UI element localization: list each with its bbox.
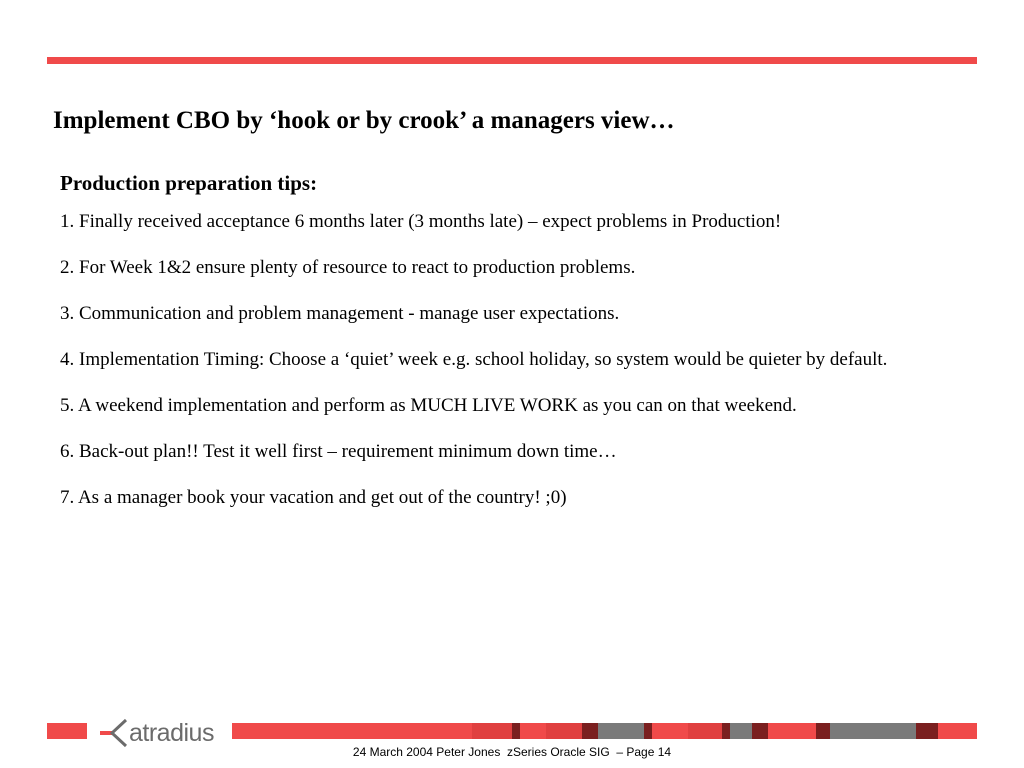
footer-bar-segment — [730, 723, 752, 739]
footer-bar-left — [47, 723, 87, 739]
footer-bar-segment — [816, 723, 830, 739]
tip-item-7: 7. As a manager book your vacation and get out of the country! ;0) — [60, 487, 567, 508]
footer-bar-segment — [644, 723, 652, 739]
footer-bar-segment — [916, 723, 938, 739]
section-subtitle: Production preparation tips: — [60, 171, 318, 195]
slide-content — [60, 169, 960, 532]
slide-title: Implement CBO by ‘hook or by crook’ a managers view… — [53, 107, 675, 134]
top-accent-bar — [47, 57, 977, 64]
tip-item-3: 3. Communication and problem management - manage user expectations. — [60, 303, 620, 324]
footer-bar-main — [232, 723, 472, 739]
tip-item-1: 1. Finally received acceptance 6 months later (3 months late) – expect problems in Production! — [60, 211, 782, 232]
footer-bar-segment — [752, 723, 768, 739]
footer-bar-segment — [512, 723, 520, 739]
footer-bar-segment — [938, 723, 977, 739]
footer-caption: 24 March 2004 Peter Jones zSeries Oracle SIG – Page 14 — [352, 745, 672, 759]
logo-text: atradius — [129, 719, 214, 747]
tip-item-6: 6. Back-out plan!! Test it well first – requirement minimum down time… — [60, 441, 617, 462]
footer-bar-segment — [582, 723, 598, 739]
footer-bar-segment — [830, 723, 916, 739]
tip-item-4: 4. Implementation Timing: Choose a ‘quiet’ week e.g. school holiday, so system would be quieter by default. — [60, 349, 888, 370]
footer-bar-segment — [598, 723, 644, 739]
tip-item-2: 2. For Week 1&2 ensure plenty of resource to react to production problems. — [60, 257, 636, 278]
footer-bar-segment — [722, 723, 730, 739]
tip-item-5: 5. A weekend implementation and perform as MUCH LIVE WORK as you can on that weekend. — [60, 395, 797, 416]
footer-bar-segment — [520, 723, 546, 739]
footer-bar-segment — [546, 723, 582, 739]
footer-bar-segment — [688, 723, 722, 739]
footer-bar-segment — [472, 723, 512, 739]
footer-bar-segment — [768, 723, 816, 739]
footer-bar-segment — [652, 723, 688, 739]
